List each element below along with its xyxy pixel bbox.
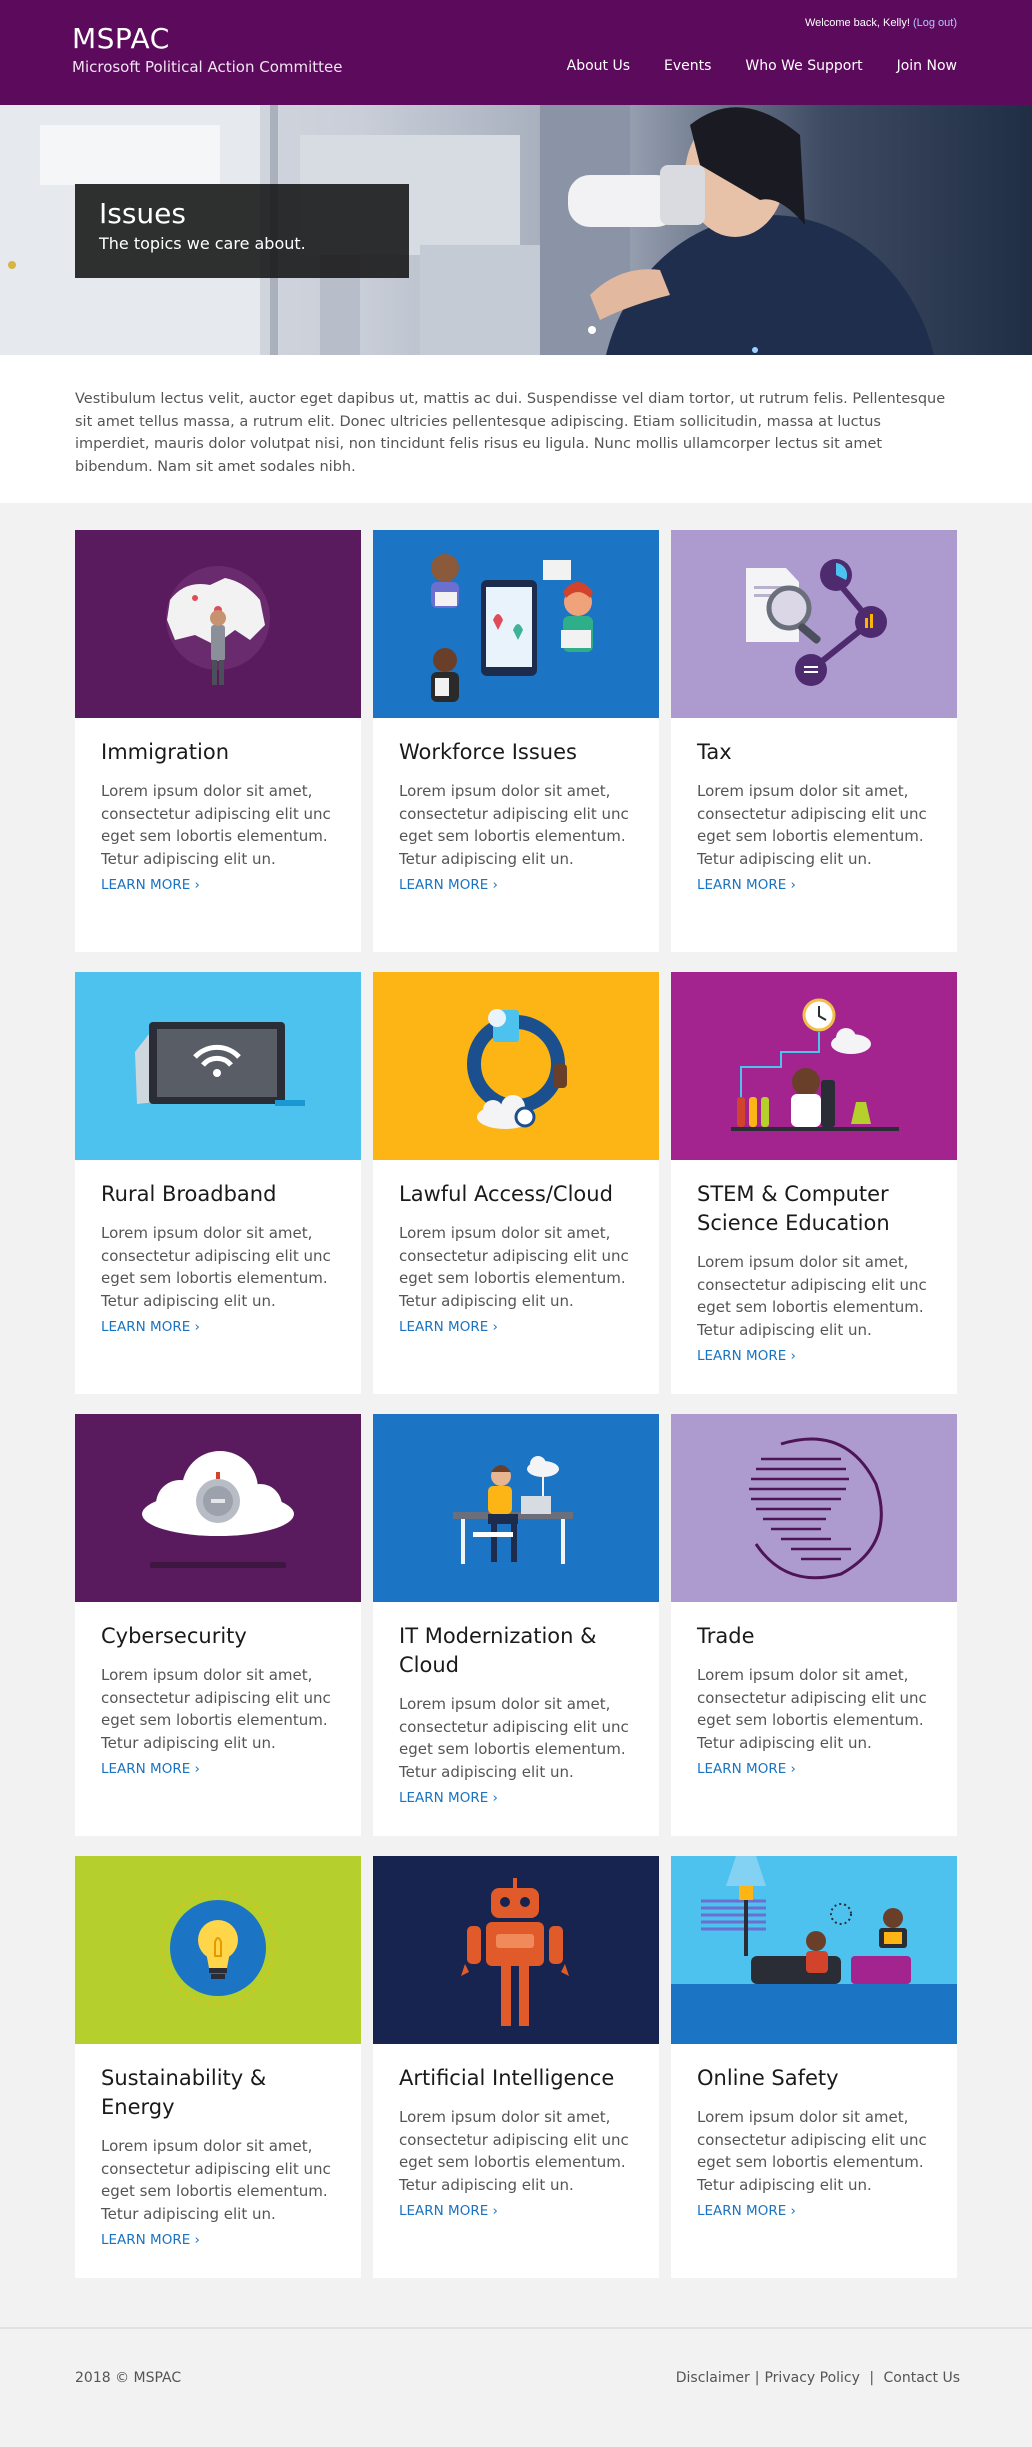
disclaimer-link[interactable]: Disclaimer (675, 2370, 750, 2386)
card-description: Lorem ipsum dolor sit amet, consectetur adipiscing elit unc eget sem lobortis elementum. Tetur adipiscing elit un. (399, 1224, 629, 1310)
card-thumbnail (75, 972, 361, 1160)
card-description: Lorem ipsum dolor sit amet, consectetur adipiscing elit unc eget sem lobortis elementum. Tetur adipiscing elit un. (697, 782, 927, 868)
card-thumbnail (75, 530, 361, 718)
logout-link[interactable]: (Log out) (912, 17, 957, 29)
learn-more-link[interactable]: LEARN MORE › (101, 1761, 200, 1777)
learn-more-link[interactable]: LEARN MORE › (101, 2232, 200, 2248)
learn-more-link[interactable]: LEARN MORE › (101, 1319, 200, 1335)
cloud-lock-icon (75, 1414, 361, 1602)
cloud-cycle-icon (373, 972, 659, 1160)
card-thumbnail (373, 1414, 659, 1602)
card-title: Artificial Intelligence (399, 2066, 615, 2090)
privacy-policy-link[interactable]: Privacy Policy (764, 2370, 860, 2386)
issue-card-trade[interactable] (671, 1414, 957, 1836)
card-description: Lorem ipsum dolor sit amet, consectetur adipiscing elit unc eget sem lobortis elementum. Tetur adipiscing elit un. (697, 1253, 927, 1339)
nav-join-now[interactable]: Join Now (896, 58, 957, 74)
footer-separator: | (864, 2370, 879, 2386)
intro-section (0, 355, 1032, 503)
card-thumbnail (671, 1856, 957, 2044)
card-title: Workforce Issues (399, 740, 577, 764)
welcome-message (805, 17, 957, 29)
card-thumbnail (373, 1856, 659, 2044)
issue-card-rural-broadband[interactable] (75, 972, 361, 1394)
learn-more-link[interactable]: LEARN MORE › (399, 877, 498, 893)
card-title: Online Safety (697, 2066, 839, 2090)
card-description: Lorem ipsum dolor sit amet, consectetur adipiscing elit unc eget sem lobortis elementum. Tetur adipiscing elit un. (399, 2108, 629, 2194)
card-thumbnail (75, 1414, 361, 1602)
card-title: Sustainability & Energy (101, 2066, 267, 2119)
card-description: Lorem ipsum dolor sit amet, consectetur adipiscing elit unc eget sem lobortis elementum. Tetur adipiscing elit un. (101, 2137, 331, 2223)
learn-more-link[interactable]: LEARN MORE › (697, 1348, 796, 1364)
issue-card-online-safety[interactable] (671, 1856, 957, 2278)
issue-card-stem[interactable] (671, 972, 957, 1394)
hero-banner (0, 105, 1032, 355)
card-thumbnail (373, 972, 659, 1160)
card-description: Lorem ipsum dolor sit amet, consectetur adipiscing elit unc eget sem lobortis elementum. Tetur adipiscing elit un. (697, 1666, 927, 1752)
issue-card-tax[interactable] (671, 530, 957, 952)
card-title: Cybersecurity (101, 1624, 247, 1648)
page-subtitle: The topics we care about. (99, 234, 306, 254)
learn-more-link[interactable]: LEARN MORE › (697, 2203, 796, 2219)
contact-us-link[interactable]: Contact Us (883, 2370, 960, 2386)
site-header (0, 0, 1032, 105)
footer-links (676, 2370, 960, 2386)
family-living-room-icon (671, 1856, 957, 2044)
lightbulb-icon (75, 1856, 361, 2044)
site-title[interactable]: MSPAC (72, 22, 170, 55)
card-thumbnail (373, 530, 659, 718)
card-title: Trade (697, 1624, 755, 1648)
site-subtitle: Microsoft Political Action Committee (72, 58, 343, 76)
science-lab-icon (671, 972, 957, 1160)
learn-more-link[interactable]: LEARN MORE › (101, 877, 200, 893)
card-description: Lorem ipsum dolor sit amet, consectetur adipiscing elit unc eget sem lobortis elementum. Tetur adipiscing elit un. (697, 2108, 927, 2194)
main-nav (567, 58, 957, 74)
issue-card-cybersecurity[interactable] (75, 1414, 361, 1836)
issue-card-workforce[interactable] (373, 530, 659, 952)
card-title: Tax (697, 740, 732, 764)
site-footer (0, 2327, 1032, 2447)
workforce-people-icon (373, 530, 659, 718)
nav-events[interactable]: Events (664, 58, 712, 74)
card-thumbnail (671, 530, 957, 718)
hero-caption (75, 184, 409, 278)
card-description: Lorem ipsum dolor sit amet, consectetur adipiscing elit unc eget sem lobortis elementum. Tetur adipiscing elit un. (101, 1666, 331, 1752)
issue-card-lawful-access[interactable] (373, 972, 659, 1394)
card-thumbnail (671, 972, 957, 1160)
intro-text: Vestibulum lectus velit, auctor eget dapibus ut, mattis ac dui. Suspendisse vel diam tortor, ut rutrum felis. Pellentesque sit amet tellus massa, a rutrum elit. Donec ultricies pellentesque adipiscing. Etiam sollicitudin, massa at luctus imperdiet, mauris dolor volutpat nisi, non tincidunt felis risus eu ligula. Nunc mollis ullamcorper lectus sit amet bibendum. Nam sit amet sodales nibh. (75, 391, 946, 475)
card-thumbnail (75, 1856, 361, 2044)
issue-card-immigration[interactable] (75, 530, 361, 952)
card-title: Immigration (101, 740, 229, 764)
card-title: STEM & Computer Science Education (697, 1182, 890, 1235)
card-description: Lorem ipsum dolor sit amet, consectetur adipiscing elit unc eget sem lobortis elementum. Tetur adipiscing elit un. (101, 1224, 331, 1310)
person-laptop-icon (373, 1414, 659, 1602)
card-thumbnail (671, 1414, 957, 1602)
tax-document-icon (671, 530, 957, 718)
welcome-text: Welcome back, Kelly! (804, 17, 910, 29)
globe-person-icon (75, 530, 361, 718)
learn-more-link[interactable]: LEARN MORE › (399, 1319, 498, 1335)
card-title: Lawful Access/Cloud (399, 1182, 613, 1206)
nav-who-we-support[interactable]: Who We Support (745, 58, 863, 74)
learn-more-link[interactable]: LEARN MORE › (399, 2203, 498, 2219)
wifi-tablet-icon (75, 972, 361, 1160)
card-description: Lorem ipsum dolor sit amet, consectetur adipiscing elit unc eget sem lobortis elementum. Tetur adipiscing elit un. (399, 1695, 629, 1781)
learn-more-link[interactable]: LEARN MORE › (697, 877, 796, 893)
issue-card-sustainability[interactable] (75, 1856, 361, 2278)
card-title: Rural Broadband (101, 1182, 277, 1206)
trade-globe-icon (671, 1414, 957, 1602)
copyright-text: 2018 © MSPAC (75, 2370, 182, 2386)
learn-more-link[interactable]: LEARN MORE › (697, 1761, 796, 1777)
issue-card-ai[interactable] (373, 1856, 659, 2278)
robot-icon (373, 1856, 659, 2044)
card-title: IT Modernization & Cloud (399, 1624, 597, 1677)
nav-about-us[interactable]: About Us (566, 58, 631, 74)
card-description: Lorem ipsum dolor sit amet, consectetur adipiscing elit unc eget sem lobortis elementum. Tetur adipiscing elit un. (101, 782, 331, 868)
issue-card-it-modernization[interactable] (373, 1414, 659, 1836)
card-description: Lorem ipsum dolor sit amet, consectetur adipiscing elit unc eget sem lobortis elementum. Tetur adipiscing elit un. (399, 782, 629, 868)
page-title: Issues (99, 197, 186, 230)
footer-separator: | (754, 2370, 760, 2386)
learn-more-link[interactable]: LEARN MORE › (399, 1790, 498, 1806)
